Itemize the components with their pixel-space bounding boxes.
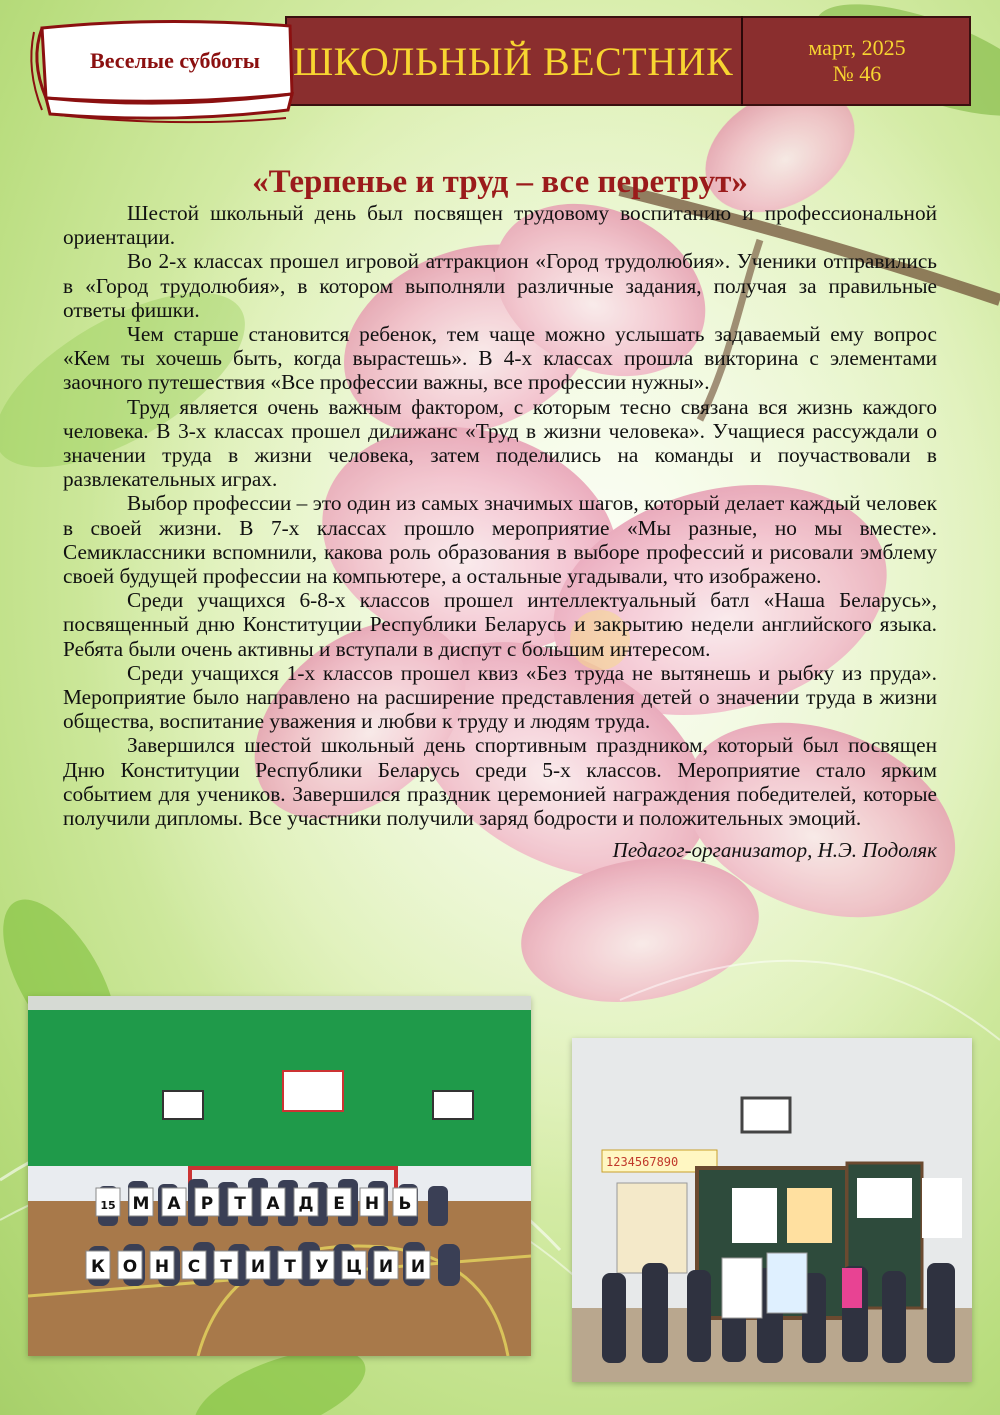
letter-sign-text: И <box>250 1257 266 1277</box>
letter-sign-text: 15 <box>100 1199 116 1212</box>
issue-number: № 46 <box>832 61 882 86</box>
letter-sign-text: Т <box>220 1257 232 1277</box>
letter-sign-text: Н <box>364 1194 380 1214</box>
article <box>63 163 937 863</box>
letter-sign-text: О <box>122 1257 138 1277</box>
newsletter-header <box>285 16 971 106</box>
letter-sign-text: И <box>378 1257 394 1277</box>
classroom-number-strip: 1234567890 <box>606 1155 679 1169</box>
banner-label: Веселые субботы <box>90 48 260 73</box>
letter-sign-text: С <box>187 1257 201 1277</box>
author-signature: Педагог-организатор, Н.Э. Подоляк <box>612 838 937 863</box>
letter-sign-text: Ь <box>398 1194 412 1214</box>
letter-sign-text: Е <box>333 1194 345 1214</box>
newsletter-title: ШКОЛЬНЫЙ ВЕСТНИК <box>292 38 734 84</box>
letter-sign-text: Д <box>298 1194 314 1214</box>
letter-sign-text: М <box>132 1194 150 1214</box>
letter-sign-text: К <box>91 1257 105 1277</box>
issue-info <box>743 16 971 106</box>
letter-sign-text: А <box>167 1194 181 1214</box>
letter-sign-text: Н <box>154 1257 170 1277</box>
paragraph: Среди учащихся 1-х классов прошел квиз «Без труда не вытянешь и рыбку из пруда». Мероприятие было направлено на расширение представления детей о значении труда в жизни общества, воспитание уважения и любви к труду и людям труда. <box>63 660 937 734</box>
section-banner <box>20 10 310 130</box>
photo-gym-students <box>28 996 531 1356</box>
paragraph: Шестой школьный день был посвящен трудовому воспитанию и профессиональной ориентации. <box>63 201 937 250</box>
paragraph: Завершился шестой школьный день спортивным праздником, который был посвящен Дню Конституции Республики Беларусь среди 5-х классов. Мероприятие стало ярким событием для учеников. Завершился праздник церемонией награждения победителей, которые получили дипломы. Все участники получили заряд бодрости и положительных эмоций. <box>63 733 937 831</box>
letter-sign-text: И <box>410 1257 426 1277</box>
photo-classroom-students <box>572 1038 972 1382</box>
letter-sign-text: А <box>266 1194 280 1214</box>
letter-sign-text: Т <box>284 1257 296 1277</box>
letter-sign-text: Т <box>234 1194 246 1214</box>
paragraph: Труд является очень важным фактором, с которым тесно связана вся жизнь каждого человека. В 3-х классах прошел дилижанс «Труд в жизни человека». Учащиеся рассуждали о значении труда в жизни человека, затем поделились на команды и поучаствовали в развлекательных играх. <box>63 394 937 492</box>
letter-sign-text: Ц <box>346 1257 362 1277</box>
paragraph: Выбор профессии – это один из самых значимых шагов, который делает каждый человек в своей жизни. В 7-х классах прошло мероприятие «Мы разные, но мы вместе». Семиклассники вспомнили, какова роль образования в выборе профессий и рисовали эмблему своей будущей профессии на компьютере, а остальные угадывали, что изображено. <box>63 491 937 589</box>
article-title: «Терпенье и труд – все перетрут» <box>252 164 748 200</box>
paragraph: Чем старше становится ребенок, тем чаще можно услышать задаваемый ему вопрос «Кем ты хочешь быть, когда вырастешь». В 4-х классах прошла викторина с элементами заочного путешествия «Все профессии важны, все профессии нужны». <box>63 322 937 395</box>
letter-sign-text: У <box>315 1257 329 1277</box>
letter-sign-text: Р <box>200 1194 214 1214</box>
issue-date: март, 2025 <box>808 35 906 60</box>
paragraph: Среди учащихся 6-8-х классов прошел интеллектуальный батл «Наша Беларусь», посвященный дню Конституции Республики Беларусь и закрытию недели английского языка. Ребята были очень активны и вступали в диспут с большим интересом. <box>63 588 937 661</box>
paragraph: Во 2-х классах прошел игровой аттракцион «Город трудолюбия». Ученики отправились в «Город трудолюбия», в котором выполняли различные задания, получая за правильные ответы фишки. <box>63 249 937 322</box>
